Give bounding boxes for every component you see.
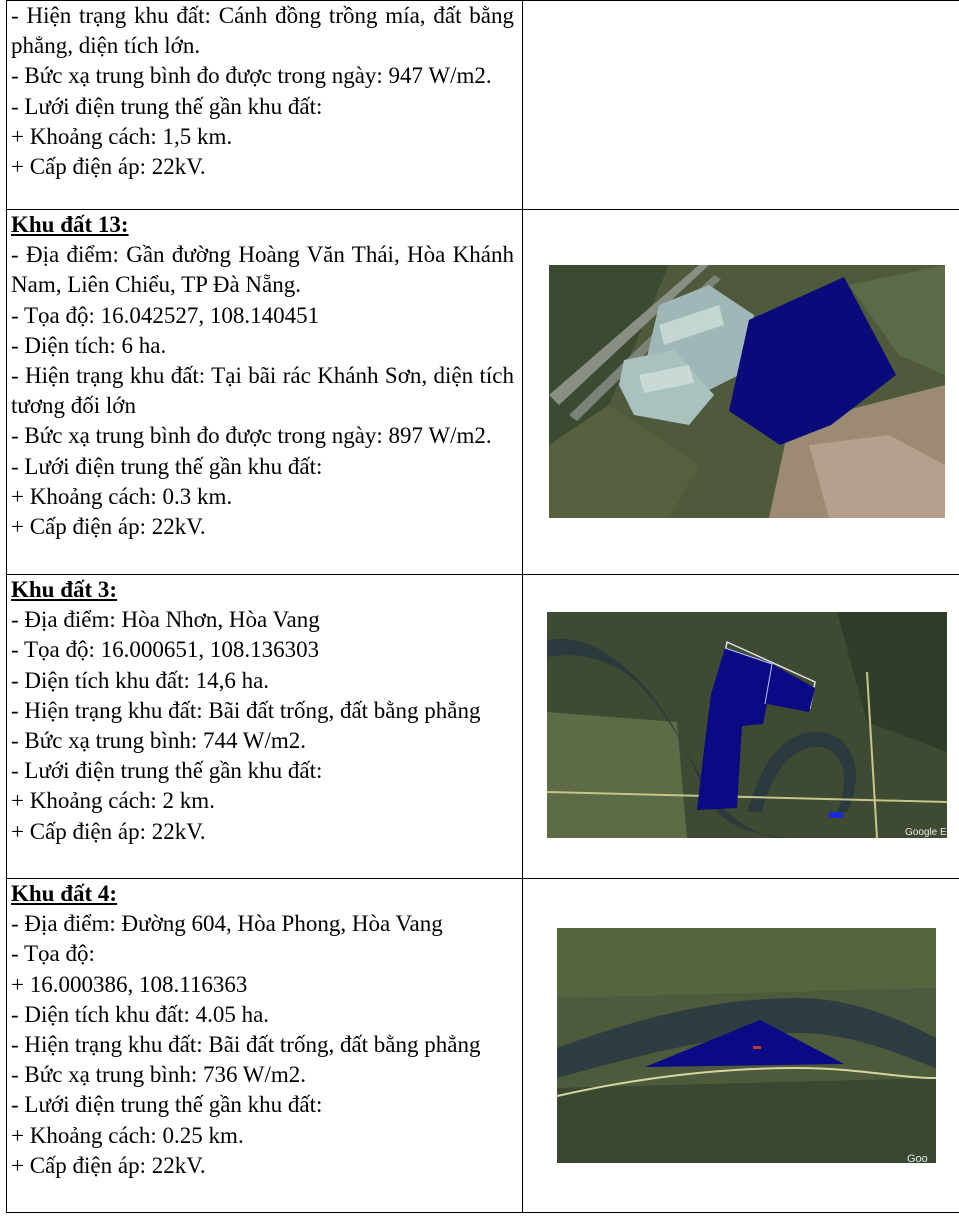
table-row <box>7 879 959 1213</box>
site-detail-line: - Tọa độ: <box>11 941 95 967</box>
site-detail-line: - Địa điểm: Gần đường Hoàng Văn Thái, Hòa Khánh Nam, Liên Chiểu, TP Đà Nẵng. <box>11 242 514 298</box>
site-detail-line: - Địa điểm: Đường 604, Hòa Phong, Hòa Vang <box>11 911 443 937</box>
site-detail-line: - Hiện trạng khu đất: Tại bãi rác Khánh Sơn, diện tích tương đối lớn <box>11 363 514 419</box>
site-detail-line: - Lưới điện trung thế gần khu đất: <box>11 93 323 119</box>
site-image-cell <box>523 210 959 575</box>
satellite-map-site-3 <box>547 612 947 838</box>
site-description-cell <box>7 1 523 210</box>
table-row <box>7 210 959 575</box>
site-image-cell <box>523 879 959 1213</box>
table-row <box>7 575 959 879</box>
site-detail-line: - Bức xạ trung bình: 736 W/m2. <box>11 1062 307 1088</box>
site-detail-line: - Hiện trạng khu đất: Bãi đất trống, đất bằng phẳng <box>11 1032 481 1058</box>
satellite-map-site-4 <box>557 928 936 1163</box>
map-watermark: Goo <box>907 1153 928 1163</box>
site-detail-line: + Khoảng cách: 0.25 km. <box>11 1122 244 1148</box>
site-detail-line: - Bức xạ trung bình: 744 W/m2. <box>11 728 307 754</box>
site-detail-line: - Bức xạ trung bình đo được trong ngày: 947 W/m2. <box>11 63 492 89</box>
site-image-cell <box>523 1 959 210</box>
site-detail-line: + Khoảng cách: 0.3 km. <box>11 483 233 509</box>
map-watermark: Google E <box>905 827 947 838</box>
site-survey-table <box>6 0 959 1213</box>
site-description-cell <box>7 210 523 575</box>
site-detail-line: - Lưới điện trung thế gần khu đất: <box>11 758 323 784</box>
site-detail-line: + Khoảng cách: 2 km. <box>11 788 215 814</box>
site-detail-line: + Cấp điện áp: 22kV. <box>11 514 206 540</box>
site-heading: Khu đất 4: <box>11 881 118 906</box>
site-description-cell <box>7 575 523 879</box>
site-detail-line: - Tọa độ: 16.042527, 108.140451 <box>11 302 320 328</box>
site-detail-line: + 16.000386, 108.116363 <box>11 971 248 997</box>
site-detail-line: + Cấp điện áp: 22kV. <box>11 818 206 844</box>
site-detail-line: - Địa điểm: Hòa Nhơn, Hòa Vang <box>11 607 320 633</box>
site-description-cell <box>7 879 523 1213</box>
site-detail-line: - Bức xạ trung bình đo được trong ngày: 897 W/m2. <box>11 423 492 449</box>
site-detail-line: - Diện tích khu đất: 4.05 ha. <box>11 1001 270 1027</box>
site-heading: Khu đất 3: <box>11 577 118 602</box>
site-detail-line: - Lưới điện trung thế gần khu đất: <box>11 1092 323 1118</box>
site-heading: Khu đất 13: <box>11 212 129 237</box>
site-detail-line: - Tọa độ: 16.000651, 108.136303 <box>11 637 320 663</box>
table-row <box>7 1 959 210</box>
site-image-cell <box>523 575 959 879</box>
site-detail-line: + Cấp điện áp: 22kV. <box>11 154 206 180</box>
satellite-map-site-13 <box>549 265 945 518</box>
site-detail-line: - Diện tích: 6 ha. <box>11 332 167 358</box>
site-detail-line: - Diện tích khu đất: 14,6 ha. <box>11 667 270 693</box>
site-detail-line: - Lưới điện trung thế gần khu đất: <box>11 453 323 479</box>
site-detail-line: + Cấp điện áp: 22kV. <box>11 1152 206 1178</box>
site-detail-line: - Hiện trạng khu đất: Cánh đồng trồng mía, đất bằng phẳng, diện tích lớn. <box>11 3 514 59</box>
site-detail-line: + Khoảng cách: 1,5 km. <box>11 123 233 149</box>
site-detail-line: - Hiện trạng khu đất: Bãi đất trống, đất bằng phẳng <box>11 697 481 723</box>
